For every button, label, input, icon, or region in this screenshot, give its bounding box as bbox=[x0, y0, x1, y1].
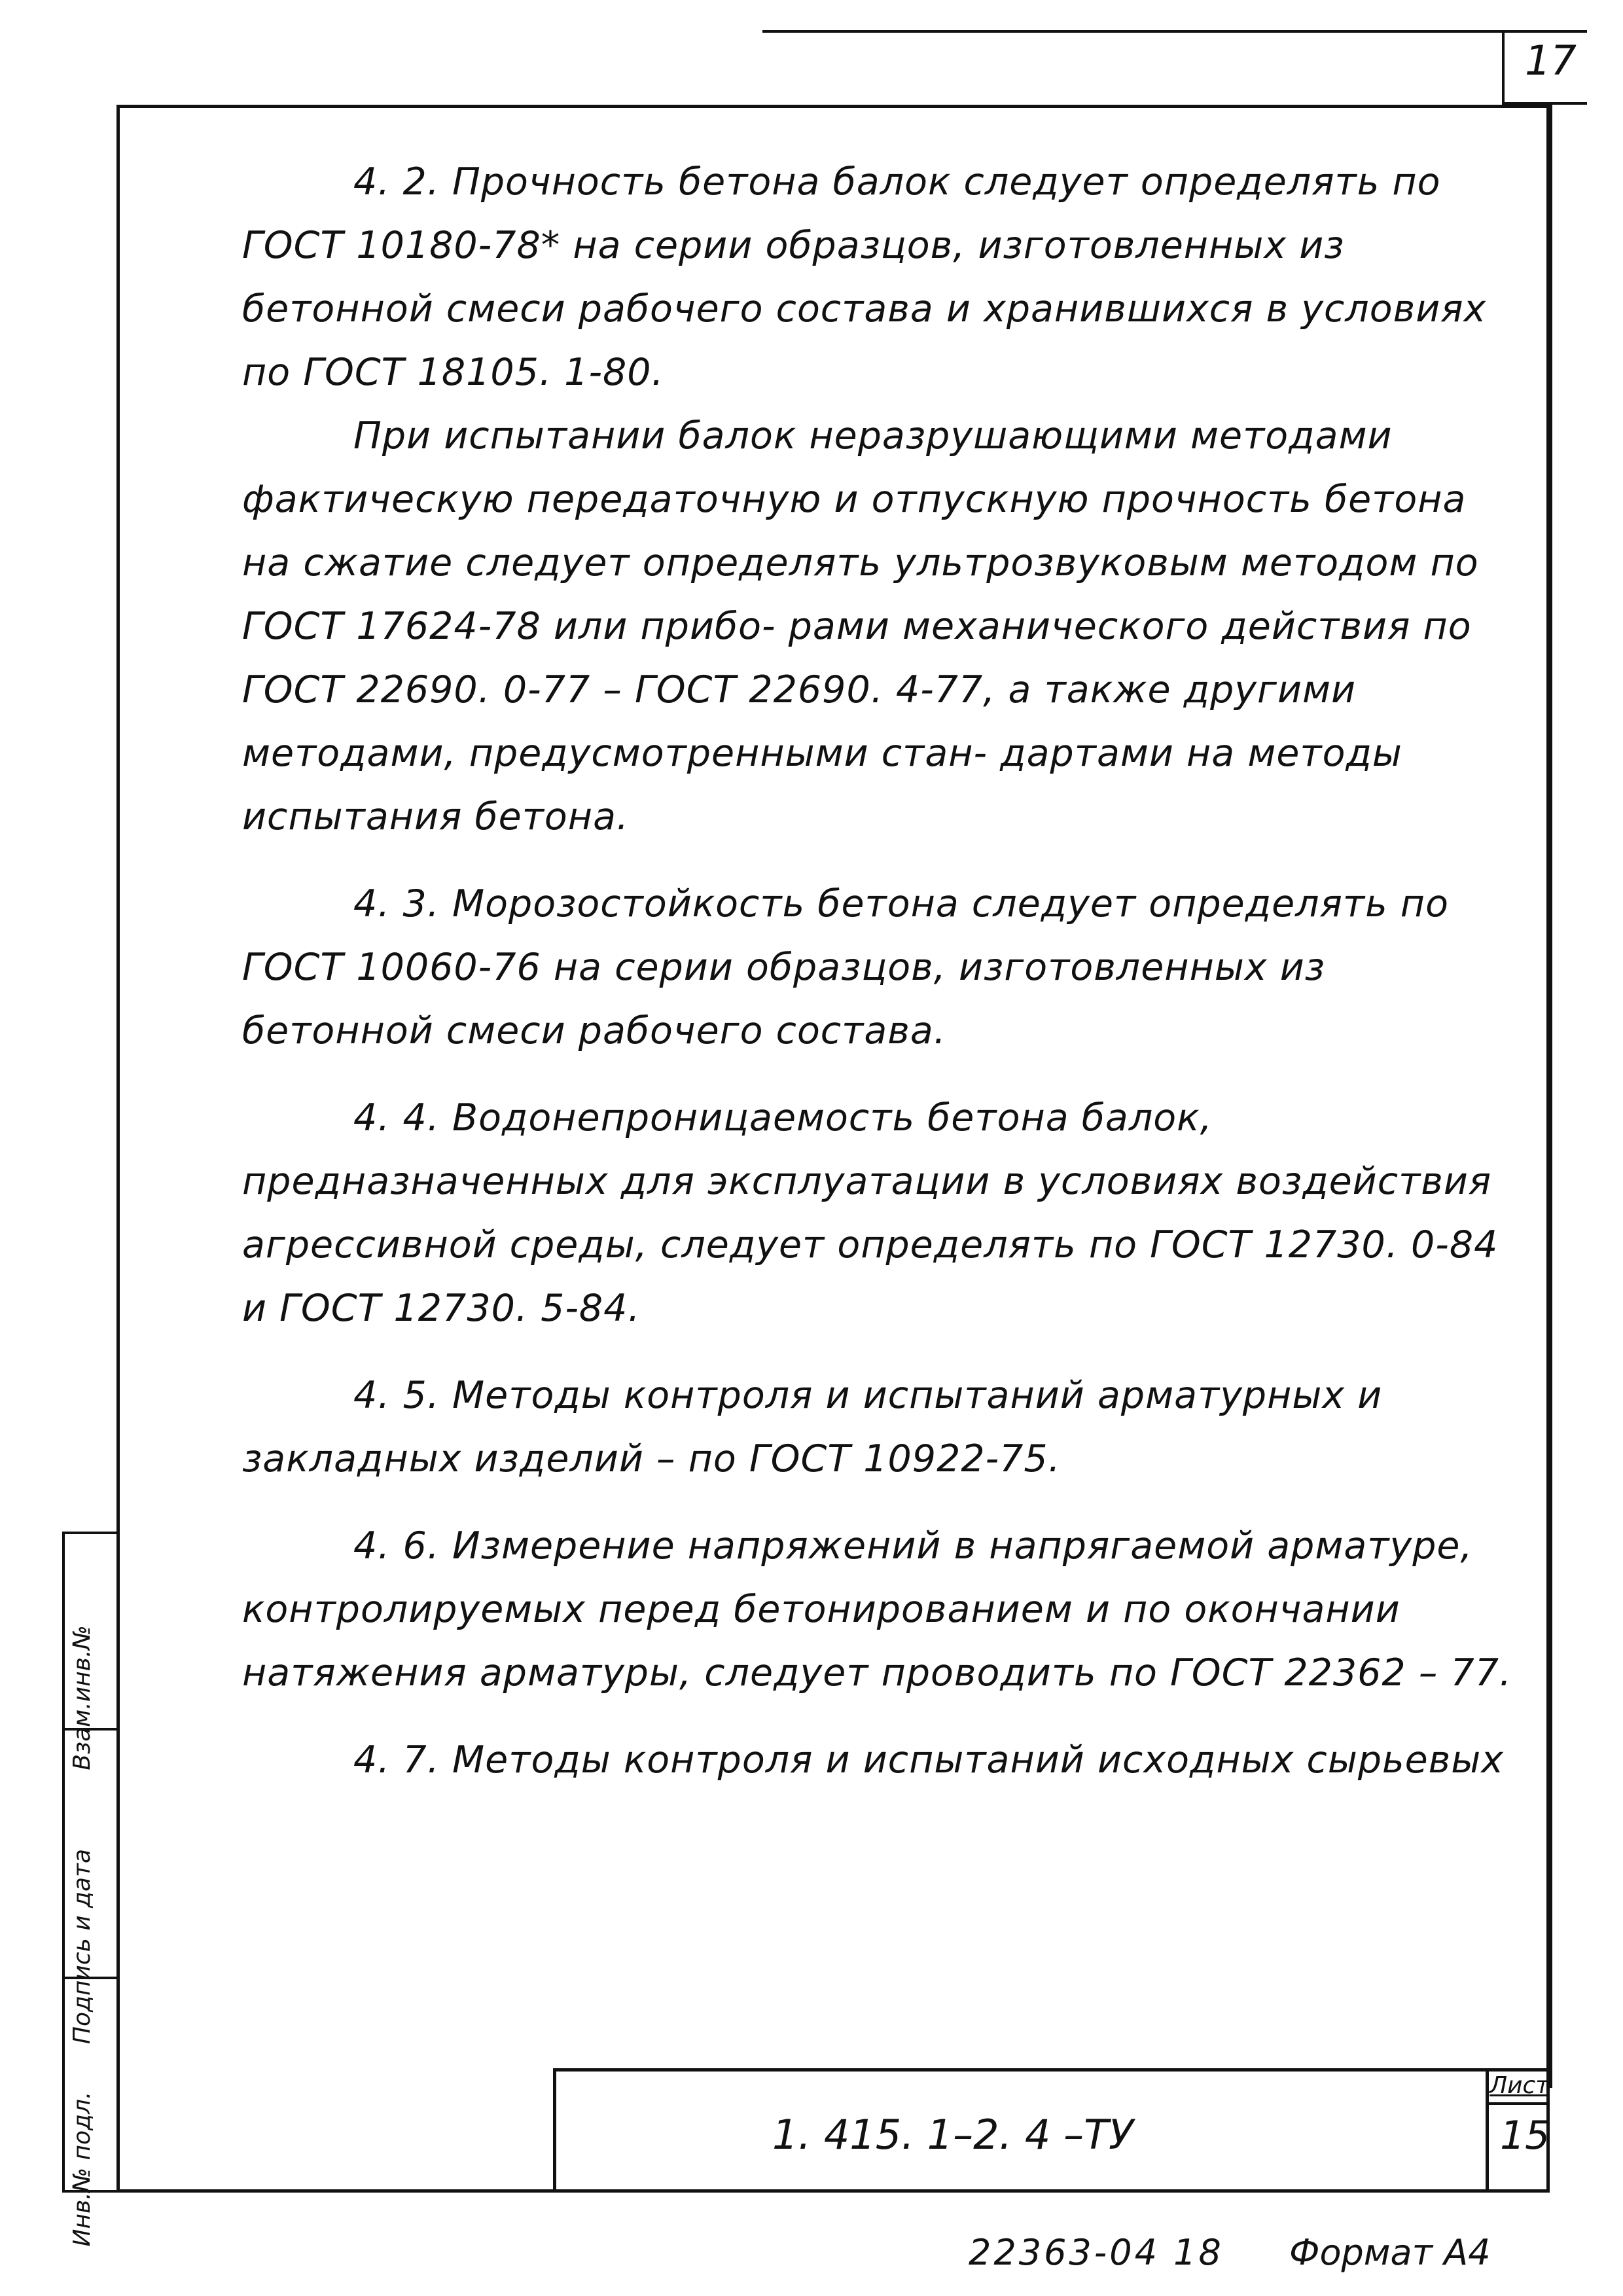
sheet-separator bbox=[1486, 2102, 1548, 2105]
paragraph-4-6: 4. 6. Измерение напряжений в напрягаемой арматуре, контролируемых перед бетонированием и по окончании натяжения арматуры, следует проводить по ГОСТ 22362 – 77. bbox=[242, 1524, 1512, 1695]
side-cell-inv-podl bbox=[65, 1979, 117, 2247]
footer-format: Формат А4 bbox=[1289, 2232, 1491, 2273]
paragraph-4-3: 4. 3. Морозостойкость бетона следует определять по ГОСТ 10060-76 на серии образцов, изготовленных из бетонной смеси рабочего состава. bbox=[242, 882, 1449, 1052]
side-label-podpis-data: Подпись и дата bbox=[69, 1848, 96, 2045]
document-code: 1. 415. 1–2. 4 –ТУ bbox=[772, 2111, 1133, 2159]
paragraph-4-2-testing: При испытании балок неразрушающими методами фактическую передаточную и отпускную прочность бетона на сжатие следует определять ультрозвуковым методом по ГОСТ 17624-78 или прибо- рами механического действия по ГОСТ 22690. 0-77 – ГОСТ 22690. 4-77, а также другими методами, предусмотренными стан- дартами на методы испытания бетона. bbox=[242, 414, 1479, 838]
paragraph-4-7: 4. 7. Методы контроля и испытаний исходных сырьевых bbox=[353, 1738, 1504, 1782]
sheet-label: Лист bbox=[1489, 2072, 1550, 2099]
side-label-inv-podl: Инв.№ подл. bbox=[69, 2091, 96, 2247]
page-number: 17 bbox=[1525, 37, 1577, 84]
paragraph-4-5: 4. 5. Методы контроля и испытаний арматурных и закладных изделий – по ГОСТ 10922-75. bbox=[242, 1374, 1383, 1480]
right-margin-strip bbox=[1550, 105, 1587, 2088]
side-cell-vzam bbox=[65, 1534, 117, 1770]
top-border-line bbox=[762, 30, 1587, 33]
footer-code: 22363-04 18 bbox=[969, 2232, 1224, 2273]
binding-strip bbox=[62, 1532, 117, 2247]
document-body bbox=[242, 151, 1525, 1800]
paragraph-4-2: 4. 2. Прочность бетона балок следует определять по ГОСТ 10180-78* на серии образцов, изготовленных из бетонной смеси рабочего состава и хранившихся в условиях по ГОСТ 18105. 1-80. bbox=[242, 160, 1487, 394]
side-cell-podpis bbox=[65, 1731, 117, 2045]
paragraph-4-4: 4. 4. Водонепроницаемость бетона балок, предназначенных для эксплуатации в условиях воздействия агрессивной среды, следует определять по ГОСТ 12730. 0-84 и ГОСТ 12730. 5-84. bbox=[242, 1096, 1499, 1330]
sheet-number: 15 bbox=[1500, 2113, 1550, 2159]
side-label-vzam-inv: Взам.инв.№ bbox=[69, 1625, 96, 1770]
